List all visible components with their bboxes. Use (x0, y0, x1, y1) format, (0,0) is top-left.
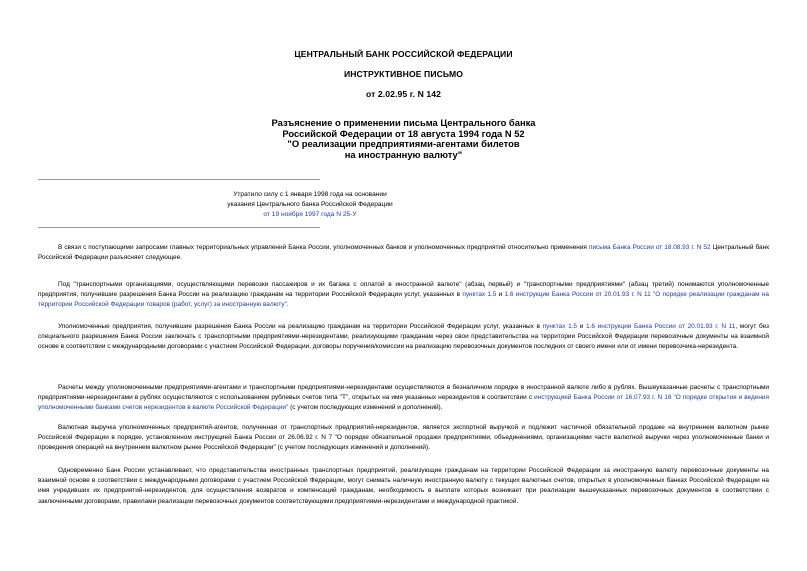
doc-link[interactable]: 1.6 инструкции Банка России от 20.01.93 г. N 11 "О порядке реализации гражданам на территории Российской Федерации товаров (работ, услуг) за иностранную валюту" (38, 291, 769, 309)
doc-link[interactable]: письма Банка России от 18.08.93 г. N 52 (588, 244, 711, 251)
document-type: ИНСТРУКТИВНОЕ ПИСЬМО (343, 69, 464, 79)
status-note-link[interactable]: от 19 ноября 1997 года N 25-У (263, 210, 357, 218)
paragraph-2 (38, 280, 769, 311)
document-date-number: от 2.02.95 г. N 142 (365, 89, 442, 99)
paragraph-text: Одновременно Банк России устанавливает, что представительства иностранных транспортных предприятий, реализующие гражданам на территории Российской Федерации за иностранную валюту перевозочные документы на взаимной основе в соответствии с международными договорами с участием Российской Федерации, могут снимать наличную иностранную валюту с текущих валютных счетов, открытых в уполномоченных банках Российской Федерации на имя учредивших их предприятий-нерезидентов, для осуществления возвратов и компенсаций гражданам, необходимость в выплате которых возникает при реализации вышеуказанных перевозочных документов в соответствии с заключенными договорами, правилами реализации перевозочных документов соответствующими предприятиями-нерезидентами и международной практикой. (38, 467, 769, 505)
paragraph-5 (38, 423, 769, 454)
paragraph-text: Валютная выручка уполномоченных предприятий-агентов, полученная от транспортных предприятий-нерезидентов, является экспортной выручкой и подлежит частичной обязательной продаже на внутреннем валютном рынке Российской Федерации в порядке, установленном инструкцией Банка России от 26.06.92 г. N 7 "О порядке обязательной продажи предприятиями, объединениями, организациями части валютной выручки через уполномоченные банки и проведения операций на внутреннем валютном рынке Российской Федерации" (с учетом последующих изменений и дополнений). (38, 424, 769, 452)
paragraph-3 (38, 322, 769, 353)
paragraph-text: . (286, 301, 289, 309)
divider-top (38, 179, 320, 180)
subject-line: на иностранную валюту" (344, 148, 463, 160)
paragraph-text: Центральный банк Российской Федерации разъясняет следующее. (38, 244, 770, 262)
subject-line: Российской Федерации от 18 августа 1994 года N 52 (282, 127, 525, 139)
paragraph-text: Уполномоченные предприятия, получившие разрешения Банка России на реализацию гражданам на территории Российской Федерации услуг, указанных в (58, 323, 543, 330)
doc-link[interactable]: пунктах 1.5 (462, 291, 497, 299)
doc-link[interactable]: пунктах 1.5 (542, 323, 578, 330)
paragraph-text: Под "транспортными организациями, осуществляющими перевозки пассажиров и их багажа с оплатой в иностранной валюте" (абзац первый) и "транспортными предприятиями" (абзац третий) понимаются уполномоченные предприятия, получившие разрешения Банка России на реализацию гражданам на территории Российской Федерации услуг, указанных в (38, 281, 769, 299)
paragraph-text: (с учетом последующих изменений и дополнений). (288, 404, 443, 412)
divider-bottom (38, 227, 320, 228)
paragraph-text: и (577, 323, 587, 330)
paragraph-6 (38, 466, 769, 507)
paragraph-text: В связи с поступающими запросами главных территориальных управлений Банка России, уполномоченных банков и уполномоченных предприятий относительно применения (58, 244, 589, 251)
paragraph-text: и (496, 291, 505, 299)
status-note-line: указания Центрального банка Российской Федерации (227, 200, 393, 208)
subject-line: Разъяснение о применении письма Центрального банка (271, 117, 536, 128)
paragraph-1 (38, 243, 769, 263)
issuer-title: ЦЕНТРАЛЬНЫЙ БАНК РОССИЙСКОЙ ФЕДЕРАЦИИ (294, 49, 513, 59)
status-note-line: Утратило силу с 1 января 1998 года на основании (233, 191, 387, 198)
subject-line: "О реализации предприятиями-агентами билетов (287, 138, 520, 150)
doc-link[interactable]: инструкцией Банка России от 16.07.93 г. N 16 "О порядке открытия и ведения уполномоченными банками счетов нерезидентов в валюте Российской Федерации" (38, 394, 769, 412)
paragraph-text: , могут без специального разрешения Банка России заключать с транспортными предприятиями-нерезидентами, реализующими гражданам через свои представительства на территории Российской Федерации перевозочные документы на взаимной основе в соответствии с международными договорами с участием Российской Федерации, договоры поручения/комиссии на реализацию перевозочных документов последних от своего имени или от имени перевозчика-нерезидента. (38, 323, 769, 351)
document-subject (0, 118, 807, 160)
paragraph-text: Расчеты между уполномоченными предприятиями-агентами и транспортными предприятиями-нерезидентами осуществляются в безналичном порядке в иностранной валюте либо в рублях. Вышеуказанные расчеты с транспортными предприятиями-нерезидентами в рублях осуществляются с использованием рублевых счетов типа "Т", открытых на имя указанных нерезидентов в соответствии с (38, 384, 769, 402)
doc-link[interactable]: 1.6 инструкции Банка России от 20.01.93 г. N 11 (586, 323, 736, 330)
paragraph-4 (38, 383, 769, 414)
status-note (190, 190, 430, 219)
